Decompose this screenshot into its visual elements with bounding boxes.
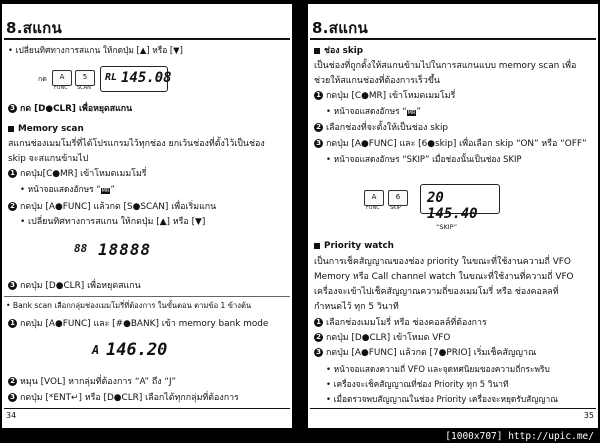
right-step-1	[314, 90, 455, 103]
step-text: กด [D●CLR] เพื่อหยุดสแกน	[20, 104, 133, 114]
left-page-number: 34	[6, 411, 17, 420]
step-number-badge: 3	[314, 139, 323, 148]
left-bank-step-1	[8, 318, 268, 331]
left-header-rule	[4, 38, 290, 40]
left-bank-scan-note: • Bank scan เลือกกลุ่มช่องเมมโมรี่ที่ต้องการ ในขั้นตอน ตามข้อ 1 ข้างต้น	[6, 301, 252, 310]
scan-key-top: 5	[82, 73, 88, 81]
lcd-2-frequency: 18888	[98, 240, 152, 259]
step-text: กดปุ่ม [D●CLR] เข้าโหมด VFO	[326, 333, 451, 343]
skip-key-label: SKIP	[390, 205, 401, 211]
right-priority-step-2	[314, 332, 450, 345]
step-text: กดปุ่ม[C●MR] เข้าโหมดเมมโมรี่	[20, 169, 147, 179]
step-number-badge: 3	[8, 281, 17, 290]
mr-icon: MR	[101, 188, 110, 194]
step-number-badge: 3	[314, 348, 323, 357]
priority-title: Priority watch	[324, 241, 394, 251]
right-page-number: 35	[583, 411, 594, 420]
skip-key-top: 6	[395, 193, 401, 201]
lcd-display-1	[100, 66, 172, 92]
step-number-badge: 3	[8, 393, 17, 402]
left-step-2	[8, 201, 216, 214]
right-line-8: เป็นการเช็คสัญญาณของช่อง priority ในขณะที่ใช้งานความถี่ VFO	[314, 257, 571, 267]
right-line-1: เป็นช่องที่ถูกตั้งให้สแกนข้ามไปในการสแกนแบบ memory scan เพื่อ	[314, 61, 577, 71]
left-footer-rule	[4, 408, 290, 409]
section-square-icon	[314, 243, 320, 249]
step-text: กดปุ่ม [*ENT↵] หรือ [D●CLR] เลือกได้ทุกกลุ่มที่ต้องการ	[20, 393, 239, 403]
step-text: กดปุ่ม [A●FUNC] แล้วกด [S●SCAN] เพื่อเริ่มแกน	[20, 202, 217, 212]
func-key	[52, 70, 72, 86]
step-text: เลือกช่องที่จะตั้งให้เป็นช่อง skip	[326, 123, 449, 133]
lcd-display-skip	[420, 184, 500, 222]
left-line-3: สแกนช่องเมมโมรี่ที่ได้โปรแกรมไว้ทุกช่อง ยกเว้นช่องที่ตั้งไว้เป็นช่อง	[8, 139, 265, 149]
step-number-badge: 2	[8, 377, 17, 386]
right-priority-note-1: • หน้าจอแสดงความถี่ VFO และจุดทศนิยมของความถี่กระพริบ	[326, 364, 550, 374]
left-separator	[4, 296, 290, 297]
right-line-11: กำหนดไว้ ทุก 5 วินาที	[314, 302, 399, 312]
step-text: กดปุ่ม [D●CLR] เพื่อหยุดสแกน	[20, 281, 141, 291]
right-priority-step-3	[314, 347, 536, 360]
skip-key	[388, 190, 408, 206]
right-footer-rule	[310, 408, 596, 409]
lcd-display-2	[70, 236, 162, 264]
left-page-header: 8.สแกน	[6, 19, 63, 37]
step-number-badge: 1	[8, 169, 17, 178]
step-number-badge: 1	[8, 319, 17, 328]
watermark-text: [1000x707] http://upic.me/	[445, 431, 594, 442]
left-page	[2, 4, 292, 428]
left-step-3	[8, 280, 141, 293]
step-text: กดปุ่ม [A●FUNC] และ [#●BANK] เข้า memory bank mode	[20, 319, 269, 329]
step-text: กดปุ่ม [A●FUNC] และ [6●skip] เพื่อเลือก skip “ON” หรือ “OFF”	[326, 139, 587, 149]
right-line-10: เครื่องจะเข้าไปเช็คสัญญาณความถี่ของเมมโมรี่ หรือ ช่องคอลลที่	[314, 287, 559, 297]
scan-key	[75, 70, 95, 86]
lcd-3-frequency: 146.20	[106, 340, 168, 360]
step-number-badge: 1	[314, 91, 323, 100]
func-key-label: FUNC	[366, 205, 380, 211]
right-page-header: 8.สแกน	[312, 19, 369, 37]
memory-scan-heading	[8, 124, 84, 135]
skip-title: ช่อง skip	[324, 46, 364, 56]
step-number-badge: 2	[8, 202, 17, 211]
memory-scan-title: Memory scan	[18, 124, 84, 134]
left-step-stop	[8, 104, 132, 115]
func-key-top: A	[371, 193, 377, 201]
func-key-label: FUNC	[54, 85, 68, 91]
step-text: หมุน [VOL] หากลุ่มที่ต้องการ “A” ถึง “J”	[20, 377, 176, 387]
step-text: เลือกช่องเมมโมรี่ หรือ ช่องคอลล์ที่ต้องการ	[326, 318, 487, 328]
step-number-badge: 1	[314, 318, 323, 327]
left-line-4: skip จะสแกนข้ามไป	[8, 154, 89, 164]
section-square-icon	[8, 126, 14, 132]
lcd-display-3	[90, 334, 168, 366]
right-priority-note-3: • เมื่อตรวจพบสัญญาณในช่อง Priority เครื่องจะหยุดรับสัญญาณ	[326, 394, 559, 404]
lcd-3-prefix: A	[92, 343, 100, 357]
skip-callout: “SKIP”	[436, 223, 458, 231]
right-priority-step-1	[314, 317, 487, 330]
mr-note-text: • หน้าจอแสดงอักษร “	[20, 184, 101, 194]
lcd-1-frequency: 145.08	[121, 70, 172, 86]
section-square-icon	[314, 48, 320, 54]
left-line-8: • เปลี่ยนทิศทางการสแกน ให้กดปุ่ม [▲] หรือ [▼]	[20, 217, 206, 227]
right-step-3	[314, 138, 587, 151]
right-header-rule	[310, 38, 596, 40]
right-page	[308, 4, 598, 428]
left-mr-note	[20, 184, 115, 197]
func-key	[364, 190, 384, 206]
skip-heading	[314, 46, 363, 57]
func-key-top: A	[59, 73, 65, 81]
left-step-1	[8, 168, 147, 181]
priority-heading	[314, 241, 394, 252]
right-line-9: Memory หรือ Call channel watch ในขณะที่ใช้งานที่ความถี่ VFO	[314, 272, 574, 282]
fig1-label: กด	[38, 75, 47, 83]
mr-icon: MR	[407, 110, 416, 116]
left-line-1: • เปลี่ยนทิศทางการสแกน ให้กดปุ่ม [▲] หรือ [▼]	[8, 45, 183, 55]
step-number-badge: 2	[314, 333, 323, 342]
left-bank-step-2	[8, 376, 176, 389]
right-step-2	[314, 122, 448, 135]
step-number-badge: 3	[8, 104, 17, 113]
right-skip-note: • หน้าจอแสดงอักษร “SKIP” เมื่อช่องนั้นเป็นช่อง SKIP	[326, 154, 522, 164]
step-number-badge: 2	[314, 123, 323, 132]
lcd-skip-frequency: 20 145.40	[427, 190, 478, 222]
step-text: กดปุ่ม [A●FUNC] แล้วกด [7●PRIO] เริ่มเช็คสัญญาณ	[326, 348, 537, 358]
mr-note-end: ”	[110, 184, 115, 194]
mr-note-end: ”	[416, 106, 421, 116]
lcd-1-prefix: RL	[105, 72, 118, 83]
left-bank-step-3	[8, 392, 239, 405]
right-mr-note	[326, 106, 421, 119]
step-text: กดปุ่ม [C●MR] เข้าโหมดเมมโมรี่	[326, 91, 456, 101]
lcd-2-prefix: 88	[74, 242, 88, 255]
mr-note-text: • หน้าจอแสดงอักษร “	[326, 106, 407, 116]
right-line-2: ช่วยให้สแกนช่องที่ต้องการเร็วขึ้น	[314, 76, 440, 86]
scan-key-label: SCAN	[77, 85, 91, 91]
right-priority-note-2: • เครื่องจะเช็คสัญญาณที่ช่อง Priority ทุก 5 วินาที	[326, 379, 509, 389]
